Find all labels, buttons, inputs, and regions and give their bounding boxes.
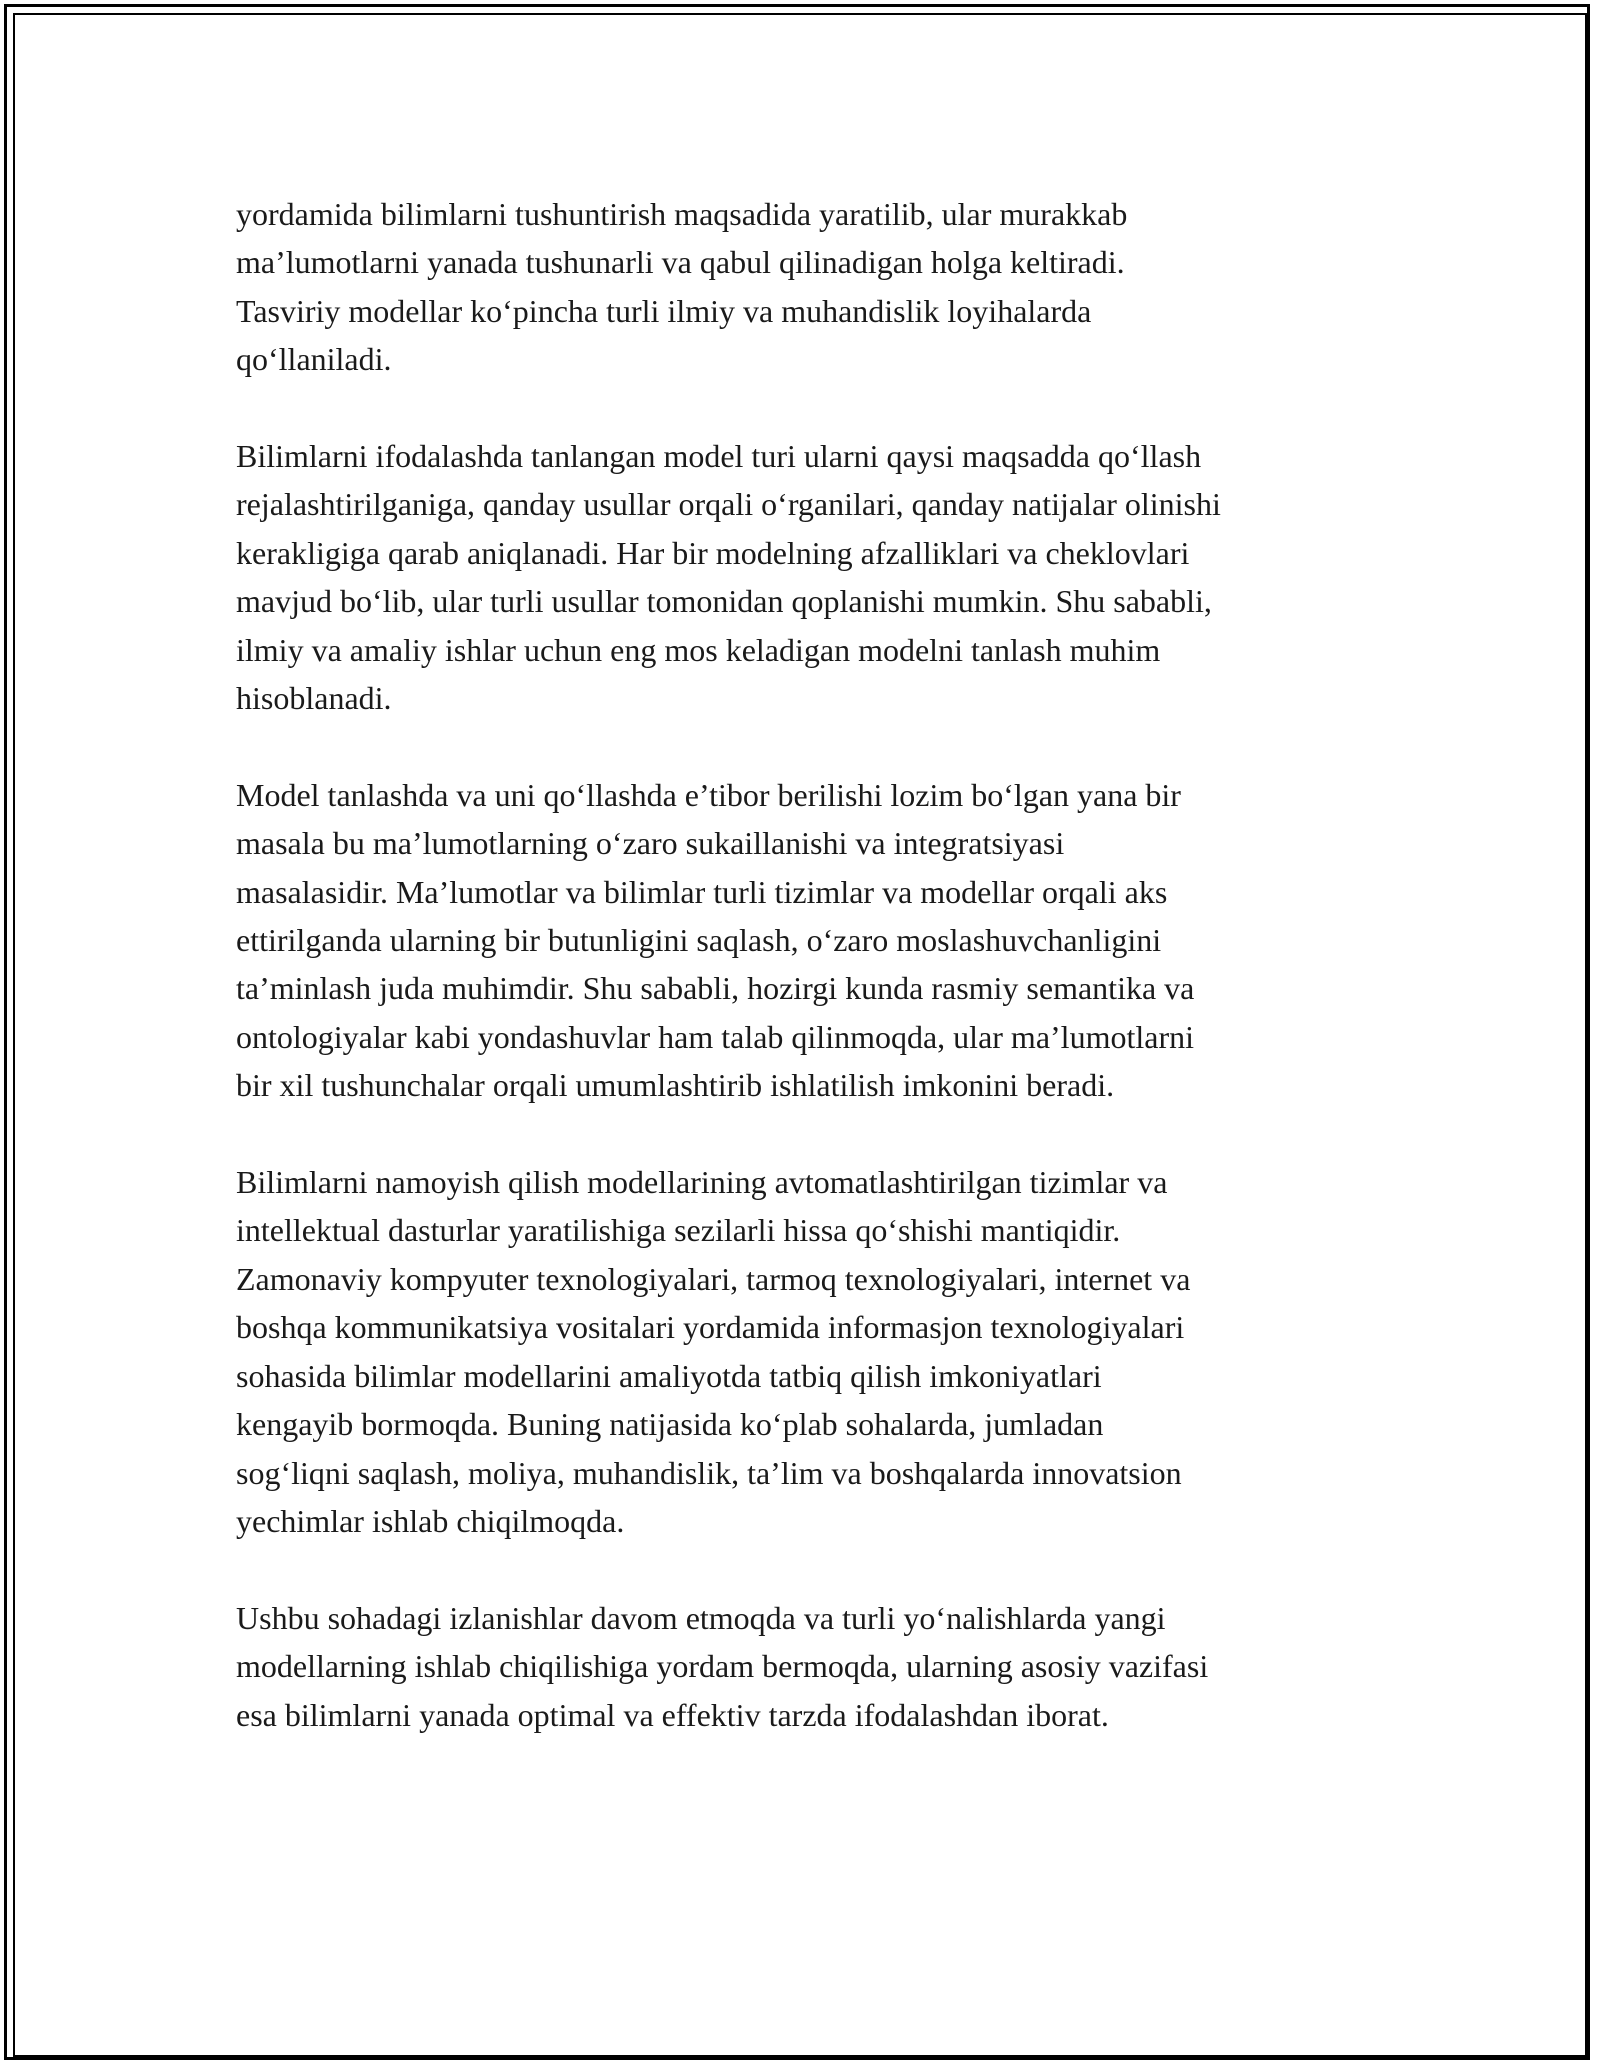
- text-line: yordamida bilimlarni tushuntirish maqsadida yaratilib, ular murakkab: [236, 196, 1128, 232]
- text-line: qo‘llaniladi.: [236, 341, 392, 378]
- text-line: modellarning ishlab chiqilishiga yordam bermoqda, ularning asosiy vazifasi: [236, 1648, 1209, 1685]
- text-line: masalasidir. Ma’lumotlar va bilimlar turli tizimlar va modellar orqali aks: [236, 873, 1168, 910]
- text-line: sog‘liqni saqlash, moliya, muhandislik, ta’lim va boshqalarda innovatsion: [236, 1454, 1182, 1491]
- document-body: [236, 190, 1376, 1787]
- text-line: ontologiyalar kabi yondashuvlar ham talab qilinmoqda, ular ma’lumotlarni: [236, 1018, 1194, 1055]
- text-line: esa bilimlarni yanada optimal va effektiv tarzda ifodalashdan iborat.: [236, 1696, 1109, 1733]
- text-line: bir xil tushunchalar orqali umumlashtirib ishlatilish imkonini beradi.: [236, 1067, 1115, 1104]
- text-line: ma’lumotlarni yanada tushunarli va qabul qilinadigan holga keltiradi.: [236, 244, 1125, 281]
- text-line: kengayib bormoqda. Buning natijasida ko‘plab sohalarda, jumladan: [236, 1406, 1104, 1443]
- text-line: intellektual dasturlar yaratilishiga sezilarli hissa qo‘shishi mantiqidir.: [236, 1212, 1121, 1249]
- text-line: Ushbu sohadagi izlanishlar davom etmoqda va turli yo‘nalishlarda yangi: [236, 1599, 1166, 1636]
- text-line: boshqa kommunikatsiya vositalari yordamida informasjon texnologiyalari: [236, 1309, 1185, 1346]
- paragraph-2: [236, 432, 1376, 722]
- paragraph-3: [236, 771, 1376, 1110]
- text-line: ettirilganda ularning bir butunligini saqlash, o‘zaro moslashuvchanligini: [236, 922, 1162, 959]
- text-line: hisoblanadi.: [236, 680, 392, 717]
- text-line: Bilimlarni namoyish qilish modellarining avtomatlashtirilgan tizimlar va: [236, 1164, 1168, 1201]
- text-line: yechimlar ishlab chiqilmoqda.: [236, 1502, 625, 1539]
- text-line: rejalashtirilganiga, qanday usullar orqali o‘rganilari, qanday natijalar olinishi: [236, 486, 1221, 523]
- text-line: Zamonaviy kompyuter texnologiyalari, tarmoq texnologiyalari, internet va: [236, 1260, 1191, 1297]
- text-line: ta’minlash juda muhimdir. Shu sababli, hozirgi kunda rasmiy semantika va: [236, 970, 1195, 1007]
- text-line: Bilimlarni ifodalashda tanlangan model turi ularni qaysi maqsadda qo‘llash: [236, 438, 1202, 475]
- text-line: Model tanlashda va uni qo‘llashda e’tibor berilishi lozim bo‘lgan yana bir: [236, 776, 1181, 813]
- text-line: mavjud bo‘lib, ular turli usullar tomonidan qoplanishi mumkin. Shu sababli,: [236, 583, 1212, 620]
- text-line: ilmiy va amaliy ishlar uchun eng mos keladigan modelni tanlash muhim: [236, 631, 1161, 668]
- paragraph-4: [236, 1158, 1376, 1545]
- text-line: Tasviriy modellar ko‘pincha turli ilmiy va muhandislik loyihalarda: [236, 292, 1092, 329]
- paragraph-5: [236, 1594, 1376, 1739]
- text-line: kerakligiga qarab aniqlanadi. Har bir modelning afzalliklari va cheklovlari: [236, 534, 1190, 571]
- text-line: sohasida bilimlar modellarini amaliyotda tatbiq qilish imkoniyatlari: [236, 1357, 1102, 1394]
- text-line: masala bu ma’lumotlarning o‘zaro sukaillanishi va integratsiyasi: [236, 825, 1065, 862]
- paragraph-1: [236, 190, 1376, 384]
